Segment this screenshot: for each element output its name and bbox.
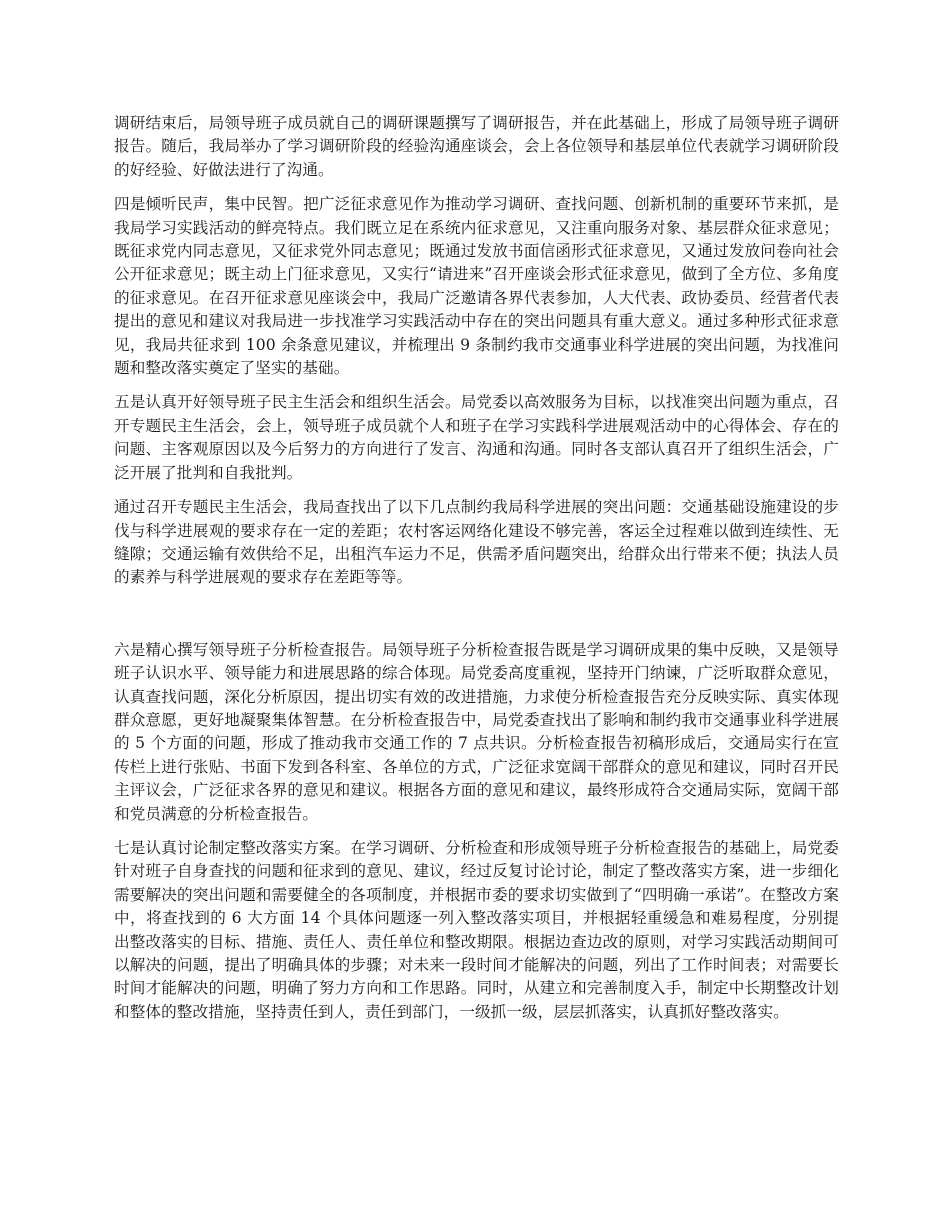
paragraph-public-opinion: 四是倾听民声，集中民智。把广泛征求意见作为推动学习调研、查找问题、创新机制的重要环节来抓，是我局学习实践活动的鲜亮特点。我们既立足在系统内征求意见，又注重向服务对象、基层群众征求意见；既征求党内同志意见，又征求党外同志意见；既通过发放书面信函形式征求意见，又通过发放问卷向社会公开征求意见；既主动上门征求意见，又实行“请进来”召开座谈会形式征求意见，做到了全方位、多角度的征求意见。在召开征求意见座谈会中，我局广泛邀请各界代表参加，人大代表、政协委员、经营者代表提出的意见和建议对我局进一步找准学习实践活动中存在的突出问题具有重大意义。通过多种形式征求意见，我局共征求到 100 余条意见建议，并梳理出 9 条制约我市交通事业科学进展的突出问题，为找准问题和整改落实奠定了坚实的基础。: [114, 195, 839, 378]
paragraph-democratic-life-meeting: 五是认真开好领导班子民主生活会和组织生活会。局党委以高效服务为目标，以找准突出问题为重点，召开专题民主生活会，会上，领导班子成员就个人和班子在学习实践科学进展观活动中的心得体会、存在的问题、主客观原因以及今后努力的方向进行了发言、沟通和沟通。同时各支部认真召开了组织生活会，广泛开展了批判和自我批判。: [114, 393, 839, 482]
paragraph-analysis-report: 六是精心撰写领导班子分析检查报告。局领导班子分析检查报告既是学习调研成果的集中反映，又是领导班子认识水平、领导能力和进展思路的综合体现。局党委高度重视，坚持开门纳谏，广泛听取群众意见，认真查找问题，深化分析原因，提出切实有效的改进措施，力求使分析检查报告充分反映实际、真实体现群众意愿，更好地凝聚集体智慧。在分析检查报告中，局党委查找出了影响和制约我市交通事业科学进展的 5 个方面的问题，形成了推动我市交通工作的 7 点共识。分析检查报告初稿形成后，交通局实行在宣传栏上进行张贴、书面下发到各科室、各单位的方式，广泛征求宽阔干部群众的意见和建议，同时召开民主评议会，广泛征求各界的意见和建议。根据各方面的意见和建议，最终形成符合交通局实际，宽阔干部和党员满意的分析检查报告。: [114, 640, 839, 823]
paragraph-problems-found: 通过召开专题民主生活会，我局查找出了以下几点制约我局科学进展的突出问题：交通基础设施建设的步伐与科学进展观的要求存在一定的差距；农村客运网络化建设不够完善，客运全过程难以做到连续性、无缝隙；交通运输有效供给不足，出租汽车运力不足，供需矛盾问题突出，给群众出行带来不便；执法人员的素养与科学进展观的要求存在差距等等。: [114, 498, 839, 587]
paragraph-rectification-plan: 七是认真讨论制定整改落实方案。在学习调研、分析检查和形成领导班子分析检查报告的基础上，局党委针对班子自身查找的问题和征求到的意见、建议，经过反复讨论讨论，制定了整改落实方案，进一步细化需要解决的突出问题和需要健全的各项制度，并根据市委的要求切实做到了“四明确一承诺”。在整改方案中，将查找到的 6 大方面 14 个具体问题逐一列入整改落实项目，并根据轻重缓急和难易程度，分别提出整改落实的目标、措施、责任人、责任单位和整改期限。根据边查边改的原则，对学习实践活动期间可以解决的问题，提出了明确具体的步骤；对未来一段时间才能解决的问题，列出了工作时间表；对需要长时间才能解决的问题，明确了努力方向和工作思路。同时，从建立和完善制度入手，制定中长期整改计划和整体的整改措施，坚持责任到人，责任到部门，一级抓一级，层层抓落实，认真抓好整改落实。: [114, 838, 839, 1021]
paragraph-research-summary: 调研结束后，局领导班子成员就自己的调研课题撰写了调研报告，并在此基础上，形成了局领导班子调研报告。随后，我局举办了学习调研阶段的经验沟通座谈会，会上各位领导和基层单位代表就学习调研阶段的好经验、好做法进行了沟通。: [114, 114, 839, 179]
document-body: [114, 112, 839, 1035]
section-gap: [114, 601, 839, 639]
